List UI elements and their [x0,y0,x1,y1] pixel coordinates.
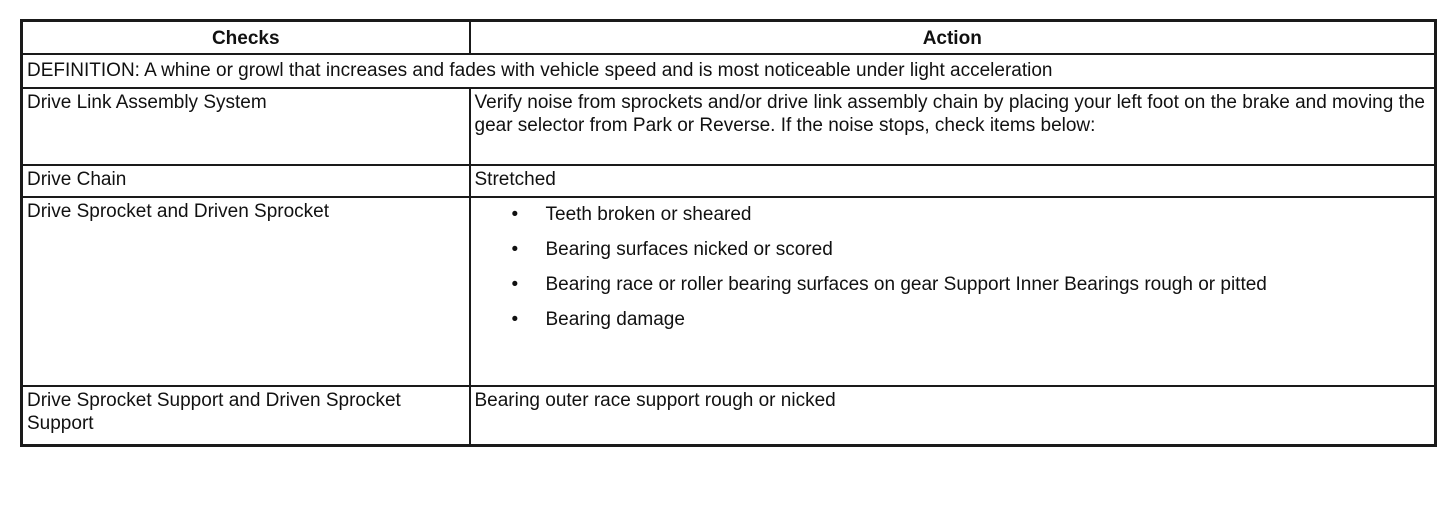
bullet-icon: • [511,239,519,260]
table-row [22,197,1436,386]
definition-row [22,54,1436,88]
action-bullet-item [509,274,1431,296]
action-bullet-item [509,239,1431,261]
check-cell: Drive Link Assembly System [22,88,470,165]
checks-header: Checks [22,21,470,55]
bullet-icon: • [511,309,519,330]
action-cell: Stretched [470,165,1436,197]
diagnostic-table [20,19,1437,447]
bullet-icon: • [511,274,519,295]
bullet-text: Bearing damage [545,309,685,330]
diagnostic-table-sheet [20,19,1434,447]
check-cell: Drive Sprocket Support and Driven Sprocket Support [22,386,470,446]
definition-text: DEFINITION: A whine or growl that increases and fades with vehicle speed and is most noticeable under light acceleration [22,54,1436,88]
action-bullet-list [475,200,1431,331]
bullet-text: Bearing race or roller bearing surfaces on gear Support Inner Bearings rough or pitted [545,274,1267,295]
bullet-text: Bearing surfaces nicked or scored [545,239,833,260]
header-row [22,21,1436,55]
table-row [22,386,1436,446]
action-cell: Verify noise from sprockets and/or drive link assembly chain by placing your left foot on the brake and moving the gear selector from Park or Reverse. If the noise stops, check items below: [470,88,1436,165]
bullet-icon: • [511,204,519,225]
table-row [22,165,1436,197]
check-cell: Drive Sprocket and Driven Sprocket [22,197,470,386]
check-cell: Drive Chain [22,165,470,197]
action-cell: Bearing outer race support rough or nicked [470,386,1436,446]
table-row [22,88,1436,165]
action-bullet-item [509,204,1431,226]
action-bullet-item [509,309,1431,331]
action-header: Action [470,21,1436,55]
bullet-text: Teeth broken or sheared [545,204,752,225]
action-cell [470,197,1436,386]
